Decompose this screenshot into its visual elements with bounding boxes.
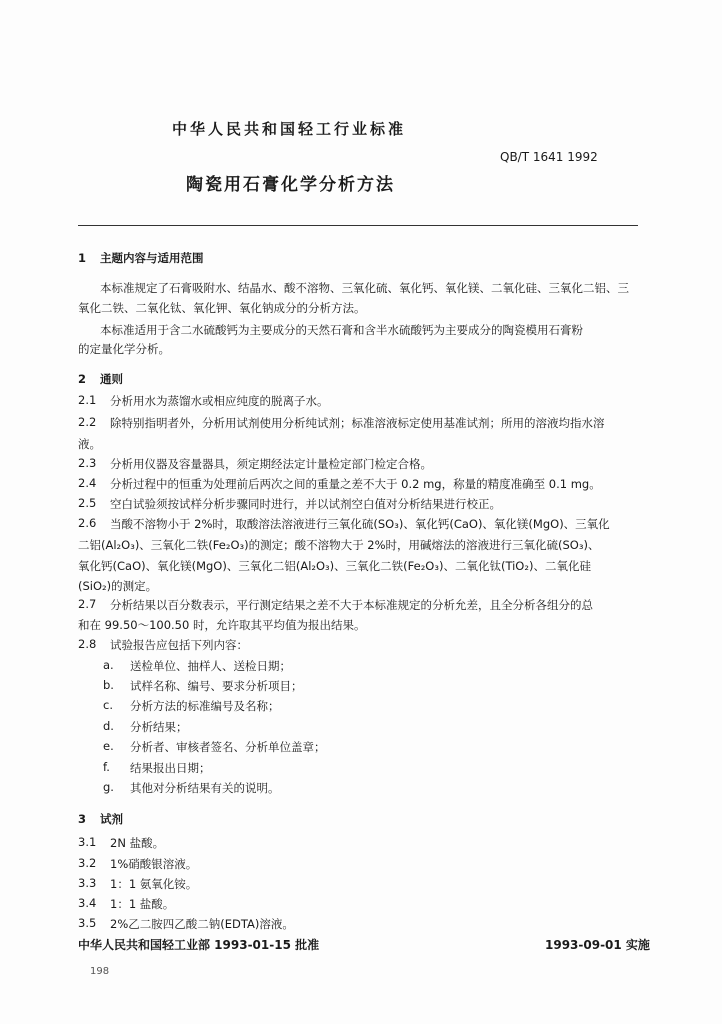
sub-item-text: 分析结果；	[130, 720, 188, 734]
sub-item-letter: f.	[103, 760, 110, 774]
sub-item-letter: d.	[103, 719, 114, 733]
item-text: 1：1 氨氧化铵。	[110, 877, 198, 891]
sub-item-text: 试样名称、编号、要求分析项目；	[130, 679, 303, 693]
item-text: 当酸不溶物小于 2%时，取酸溶法溶液进行三氧化硫(SO₃)、氧化钙(CaO)、氧化镁(MgO)、三氧化	[110, 517, 610, 531]
item-number: 2.3	[78, 456, 97, 470]
item-text: 空白试验须按试样分析步骤同时进行，并以试剂空白值对分析结果进行校正。	[110, 497, 501, 511]
item-text: 分析过程中的恒重为处理前后两次之间的重量之差不大于 0.2 mg，称量的精度准确至 0.1 mg。	[110, 477, 601, 491]
item-text: 分析用水为蒸馏水或相应纯度的脱离子水。	[110, 394, 329, 408]
item-text: 2%乙二胺四乙酸二钠(EDTA)溶液。	[110, 917, 294, 931]
paragraph-line: 本标准适用于含二水硫酸钙为主要成分的天然石膏和含半水硫酸钙为主要成分的陶瓷模用石膏粉	[100, 323, 583, 337]
item-number: 3.1	[78, 835, 97, 849]
paragraph-line: 的定量化学分析。	[78, 342, 170, 356]
sub-item-letter: a.	[103, 658, 114, 672]
item-number: 2.8	[78, 637, 97, 651]
sub-item-text: 分析方法的标准编号及名称；	[130, 699, 280, 713]
paragraph-line: 氧化二铁、二氧化钛、氧化钾、氧化钠成分的分析方法。	[78, 301, 366, 315]
item-number: 2.4	[78, 476, 97, 490]
item-number: 2.5	[78, 496, 97, 510]
sub-item-text: 其他对分析结果有关的说明。	[130, 781, 280, 795]
top-divider	[78, 225, 638, 226]
item-text: 氧化钙(CaO)、氧化镁(MgO)、三氧化二铝(Al₂O₃)、三氧化二铁(Fe₂O₃)、二氧化钛(TiO₂)、二氧化硅	[78, 559, 591, 573]
item-text: 和在 99.50～100.50 时，允许取其平均值为报出结果。	[78, 618, 366, 632]
approval-line: 中华人民共和国轻工业部 1993-01-15 批准	[78, 938, 320, 952]
sub-item-letter: c.	[103, 698, 113, 712]
sub-item-text: 送检单位、抽样人、送检日期；	[130, 659, 291, 673]
section-number: 1	[78, 251, 87, 265]
item-text: 除特别指明者外，分析用试剂使用分析纯试剂；标准溶液标定使用基准试剂；所用的溶液均指水溶	[110, 416, 605, 430]
implementation-date: 1993-09-01 实施	[545, 938, 650, 952]
item-number: 3.4	[78, 896, 97, 910]
item-number: 2.2	[78, 415, 97, 429]
sub-item-text: 结果报出日期；	[130, 761, 211, 775]
sub-item-letter: b.	[103, 678, 114, 692]
section-number: 2	[78, 372, 87, 386]
page-number: 198	[90, 966, 110, 977]
item-text: 分析结果以百分数表示，平行测定结果之差不大于本标准规定的分析允差，且全分析各组分的总	[110, 598, 593, 612]
standard-code: QB/T 1641 1992	[500, 150, 598, 164]
section-number: 3	[78, 812, 87, 826]
sub-item-letter: e.	[103, 739, 114, 753]
item-text: 试验报告应包括下列内容：	[110, 638, 248, 652]
section-2-heading	[78, 371, 123, 387]
section-title: 通则	[100, 372, 124, 386]
item-number: 2.6	[78, 516, 97, 530]
item-text: 液。	[78, 437, 101, 451]
sub-item-letter: g.	[103, 780, 114, 794]
paragraph-line: 本标准规定了石膏吸附水、结晶水、酸不溶物、三氧化硫、氧化钙、氧化镁、二氧化硅、三氧化二铝、三	[100, 281, 629, 295]
section-1-heading	[78, 250, 204, 266]
item-number: 2.1	[78, 393, 97, 407]
section-title: 试剂	[100, 812, 124, 826]
sub-item-text: 分析者、审核者签名、分析单位盖章；	[130, 740, 326, 754]
item-text: 1：1 盐酸。	[110, 897, 175, 911]
item-text: 1%硝酸银溶液。	[110, 857, 198, 871]
item-number: 3.3	[78, 876, 97, 890]
item-number: 3.5	[78, 916, 97, 930]
item-text: (SiO₂)的测定。	[78, 579, 158, 593]
section-3-heading	[78, 811, 123, 827]
item-text: 2N 盐酸。	[110, 836, 165, 850]
section-title: 主题内容与适用范围	[100, 251, 204, 265]
item-text: 分析用仪器及容量器具，须定期经法定计量检定部门检定合格。	[110, 457, 432, 471]
standard-header: 中华人民共和国轻工行业标准	[172, 120, 407, 138]
item-number: 2.7	[78, 597, 97, 611]
document-title: 陶瓷用石膏化学分析方法	[186, 175, 395, 195]
item-text: 二铝(Al₂O₃)、三氧化二铁(Fe₂O₃)的测定；酸不溶物大于 2%时，用碱熔法的溶液进行三氧化硫(SO₃)、	[78, 538, 600, 552]
item-number: 3.2	[78, 856, 97, 870]
